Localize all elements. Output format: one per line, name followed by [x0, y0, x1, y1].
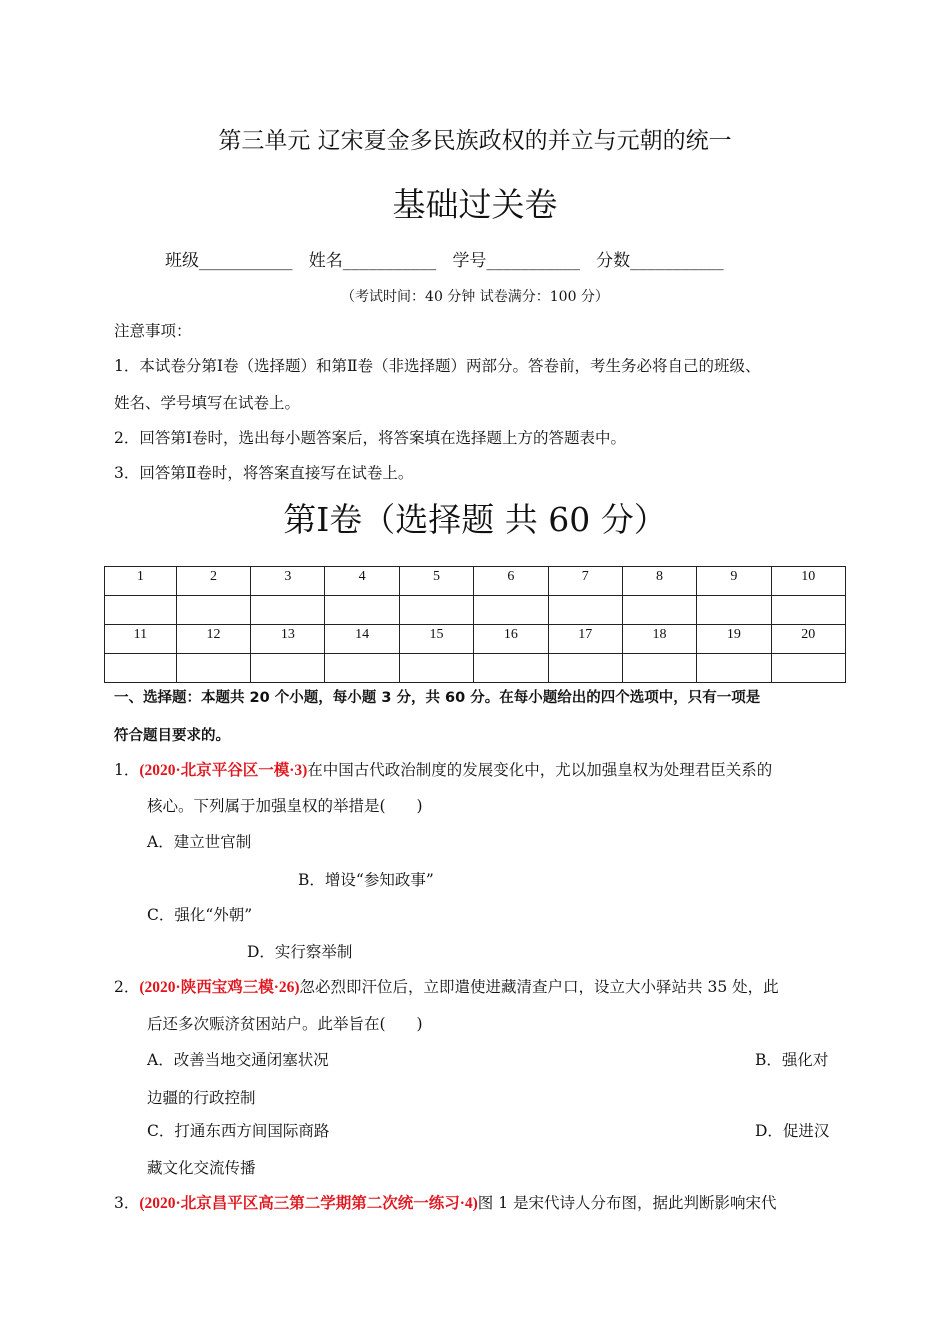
answer-cell[interactable] — [325, 596, 399, 625]
question-source: (2020·陕西宝鸡三模·26) — [139, 979, 300, 996]
answer-cell[interactable] — [399, 596, 473, 625]
student-id-field[interactable]: 学号___________ — [452, 251, 580, 271]
answer-cell[interactable] — [697, 596, 771, 625]
student-info-fields — [165, 250, 724, 272]
question-number-cell: 15 — [399, 625, 473, 654]
answer-cell[interactable] — [697, 654, 771, 683]
answer-cell[interactable] — [105, 596, 177, 625]
question-stem: 图 1 是宋代诗人分布图，据此判断影响宋代 — [477, 1194, 777, 1212]
question-number-cell: 1 — [105, 567, 177, 596]
question-number-cell: 12 — [176, 625, 250, 654]
note-item: 1．本试卷分第Ⅰ卷（选择题）和第Ⅱ卷（非选择题）两部分。答卷前，考生务必将自己的班级、 — [114, 357, 761, 375]
answer-cell[interactable] — [474, 654, 548, 683]
question-number-cell: 8 — [622, 567, 696, 596]
name-field[interactable]: 姓名___________ — [308, 251, 437, 271]
question-number-cell: 7 — [548, 567, 622, 596]
question-source: (2020·北京昌平区高三第二学期第二次统一练习·4) — [139, 1195, 478, 1212]
question-number-cell: 10 — [771, 567, 845, 596]
note-item: 2．回答第Ⅰ卷时，选出每小题答案后，将答案填在选择题上方的答题表中。 — [114, 429, 626, 447]
answer-cell[interactable] — [771, 654, 845, 683]
question-number-cell: 2 — [176, 567, 250, 596]
question-2 — [114, 976, 779, 999]
note-item: 3．回答第Ⅱ卷时，将答案直接写在试卷上。 — [114, 464, 414, 482]
section-instruction: 符合题目要求的。 — [114, 728, 230, 744]
question-source: (2020·北京平谷区一模·3) — [139, 762, 308, 779]
answer-cell[interactable] — [622, 654, 696, 683]
option-a[interactable]: A．建立世官制 — [147, 833, 252, 851]
question-stem: 在中国古代政治制度的发展变化中，尤以加强皇权为处理君臣关系的 — [307, 761, 773, 779]
question-stem: 核心。下列属于加强皇权的举措是( ) — [147, 797, 423, 815]
table-row — [105, 596, 846, 625]
paper-subtitle: 基础过关卷 — [392, 185, 558, 224]
option-c[interactable]: C．打通东西方间国际商路 — [147, 1122, 330, 1140]
table-row — [105, 654, 846, 683]
question-number-cell: 17 — [548, 625, 622, 654]
answer-cell[interactable] — [771, 596, 845, 625]
question-number-cell: 14 — [325, 625, 399, 654]
note-item: 姓名、学号填写在试卷上。 — [114, 394, 301, 412]
answer-cell[interactable] — [251, 596, 325, 625]
question-1 — [114, 759, 772, 782]
question-number-cell: 13 — [251, 625, 325, 654]
answer-cell[interactable] — [622, 596, 696, 625]
answer-cell[interactable] — [325, 654, 399, 683]
question-number-cell: 6 — [474, 567, 548, 596]
unit-title: 第三单元 辽宋夏金多民族政权的并立与元朝的统一 — [218, 128, 732, 154]
answer-cell[interactable] — [548, 654, 622, 683]
option-b[interactable]: B．增设“参知政事” — [298, 871, 434, 889]
question-number-cell: 19 — [697, 625, 771, 654]
option-d[interactable]: D．促进汉 — [755, 1122, 830, 1140]
notes-heading: 注意事项： — [114, 322, 192, 340]
option-b[interactable]: B．强化对 — [755, 1051, 829, 1069]
question-number-cell: 16 — [474, 625, 548, 654]
table-row — [105, 625, 846, 654]
option-c[interactable]: C．强化“外朝” — [147, 906, 253, 924]
answer-cell[interactable] — [399, 654, 473, 683]
question-number-cell: 11 — [105, 625, 177, 654]
option-a[interactable]: A．改善当地交通闭塞状况 — [147, 1051, 329, 1069]
score-field[interactable]: 分数___________ — [596, 251, 724, 271]
option-d-continued[interactable]: 藏文化交流传播 — [147, 1159, 256, 1177]
question-number: 3． — [114, 1194, 140, 1212]
answer-table — [104, 566, 846, 683]
question-stem: 后还多次赈济贫困站户。此举旨在( ) — [147, 1015, 423, 1033]
answer-cell[interactable] — [474, 596, 548, 625]
question-number-cell: 4 — [325, 567, 399, 596]
question-stem: 忽必烈即汗位后，立即遣使进藏清查户口，设立大小驿站共 35 处，此 — [299, 978, 779, 996]
option-d[interactable]: D．实行察举制 — [247, 943, 353, 961]
option-b-continued[interactable]: 边疆的行政控制 — [147, 1089, 256, 1107]
answer-cell[interactable] — [176, 596, 250, 625]
answer-cell[interactable] — [105, 654, 177, 683]
answer-cell[interactable] — [176, 654, 250, 683]
question-number-cell: 5 — [399, 567, 473, 596]
table-row — [105, 567, 846, 596]
section-instruction: 一、选择题：本题共 20 个小题，每小题 3 分，共 60 分。在每小题给出的四个选项中，只有一项是 — [114, 690, 761, 706]
question-number: 2． — [114, 978, 140, 996]
answer-cell[interactable] — [251, 654, 325, 683]
question-number-cell: 20 — [771, 625, 845, 654]
part1-title: 第Ⅰ卷（选择题 共 60 分） — [283, 500, 667, 539]
class-field[interactable]: 班级___________ — [165, 251, 293, 271]
question-number-cell: 18 — [622, 625, 696, 654]
exam-meta: （考试时间：40 分钟 试卷满分：100 分） — [341, 289, 609, 305]
question-number: 1． — [114, 761, 140, 779]
question-number-cell: 3 — [251, 567, 325, 596]
answer-cell[interactable] — [548, 596, 622, 625]
question-3 — [114, 1192, 777, 1215]
question-number-cell: 9 — [697, 567, 771, 596]
